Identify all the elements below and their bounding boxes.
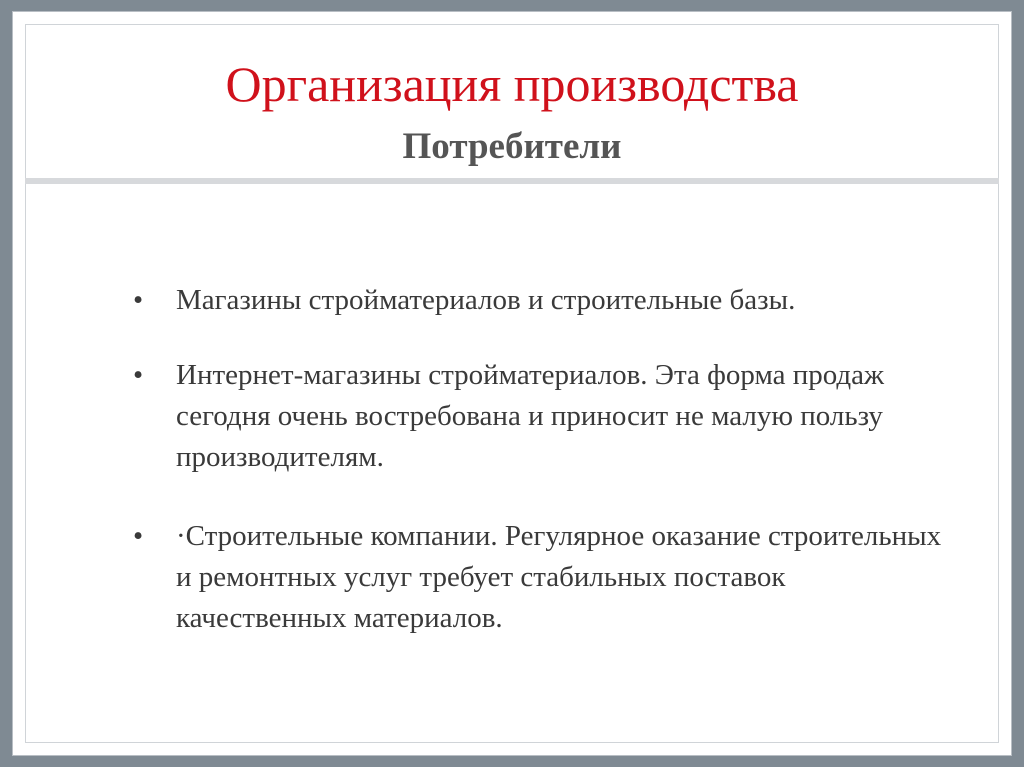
bullet-icon: •	[133, 520, 144, 552]
bullet-text: Магазины стройматериалов и строительные базы.	[176, 284, 796, 316]
bullet-item	[121, 355, 961, 478]
slide-subtitle: Потребители	[402, 126, 622, 167]
bullet-text: Интернет-магазины стройматериалов. Эта форма продаж сегодня очень востребована и приносит не малую пользу производителям.	[176, 359, 885, 473]
bullet-list	[121, 280, 961, 677]
title-divider	[25, 178, 999, 184]
bullet-text: ·Строительные компании. Регулярное оказание строительных и ремонтных услуг требует стабильных поставок качественных материалов.	[176, 520, 942, 634]
slide	[12, 11, 1012, 756]
bullet-icon: •	[133, 359, 144, 391]
slide-title: Организация производства	[225, 56, 799, 112]
bullet-item	[121, 516, 961, 639]
bullet-icon: •	[133, 284, 144, 316]
bullet-item	[121, 280, 961, 321]
